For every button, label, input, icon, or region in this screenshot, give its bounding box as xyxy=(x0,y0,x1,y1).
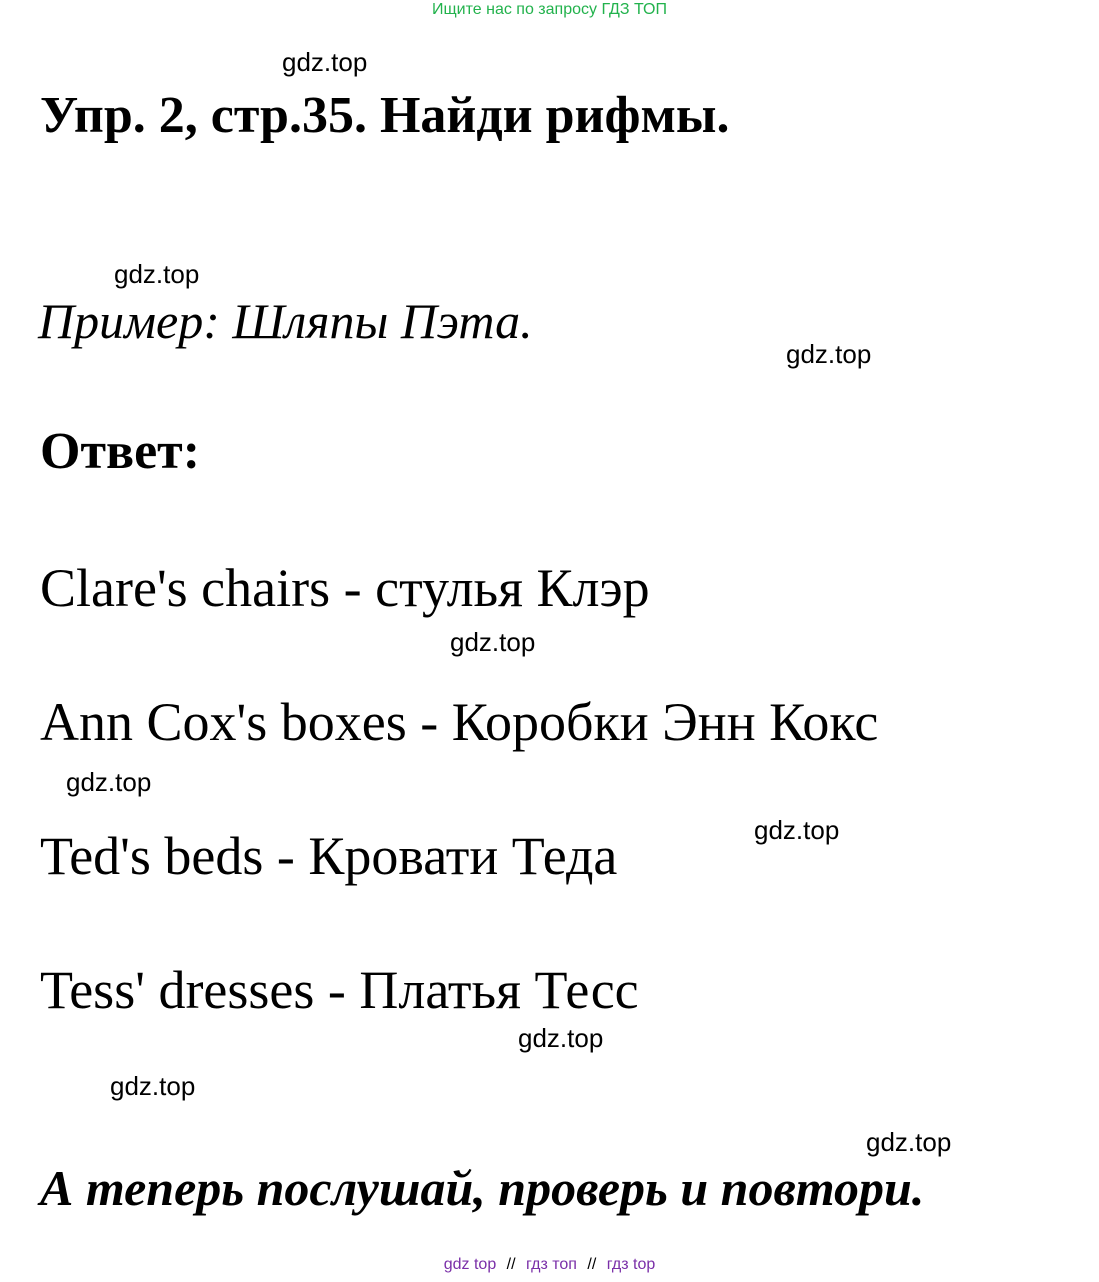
rhyme-line: Tess' dresses - Платья Тесс xyxy=(40,960,639,1020)
footer-link[interactable]: gdz top xyxy=(443,1256,497,1273)
watermark: gdz.top xyxy=(66,767,152,797)
watermark: gdz.top xyxy=(114,259,200,289)
footer-separator: // xyxy=(587,1256,597,1273)
watermark: gdz.top xyxy=(754,815,840,845)
watermark: gdz.top xyxy=(282,47,368,77)
rhyme-line: Ted's beds - Кровати Теда xyxy=(40,826,618,886)
rhyme-line: Ann Cox's boxes - Коробки Энн Кокс xyxy=(40,692,879,752)
answer-label: Ответ: xyxy=(40,423,201,480)
footer-separator: // xyxy=(506,1256,516,1273)
exercise-title: Упр. 2, стр.35. Найди рифмы. xyxy=(40,87,730,144)
watermark: gdz.top xyxy=(450,627,536,657)
watermark: gdz.top xyxy=(786,339,872,369)
example-line: Пример: Шляпы Пэта. xyxy=(38,293,533,349)
rhyme-line: Clare's chairs - стулья Клэр xyxy=(40,558,650,618)
top-banner[interactable] xyxy=(0,1,1099,19)
footer-link[interactable]: гдз top xyxy=(606,1256,656,1273)
closing-instruction: А теперь послушай, проверь и повтори. xyxy=(40,1160,925,1216)
footer-link[interactable]: гдз топ xyxy=(526,1256,577,1273)
watermark: gdz.top xyxy=(110,1071,196,1101)
watermark: gdz.top xyxy=(866,1127,952,1157)
watermark: gdz.top xyxy=(518,1023,604,1053)
top-banner-text[interactable]: Ищите нас по запросу ГДЗ ТОП xyxy=(432,1,667,18)
footer-links xyxy=(0,1256,1099,1274)
